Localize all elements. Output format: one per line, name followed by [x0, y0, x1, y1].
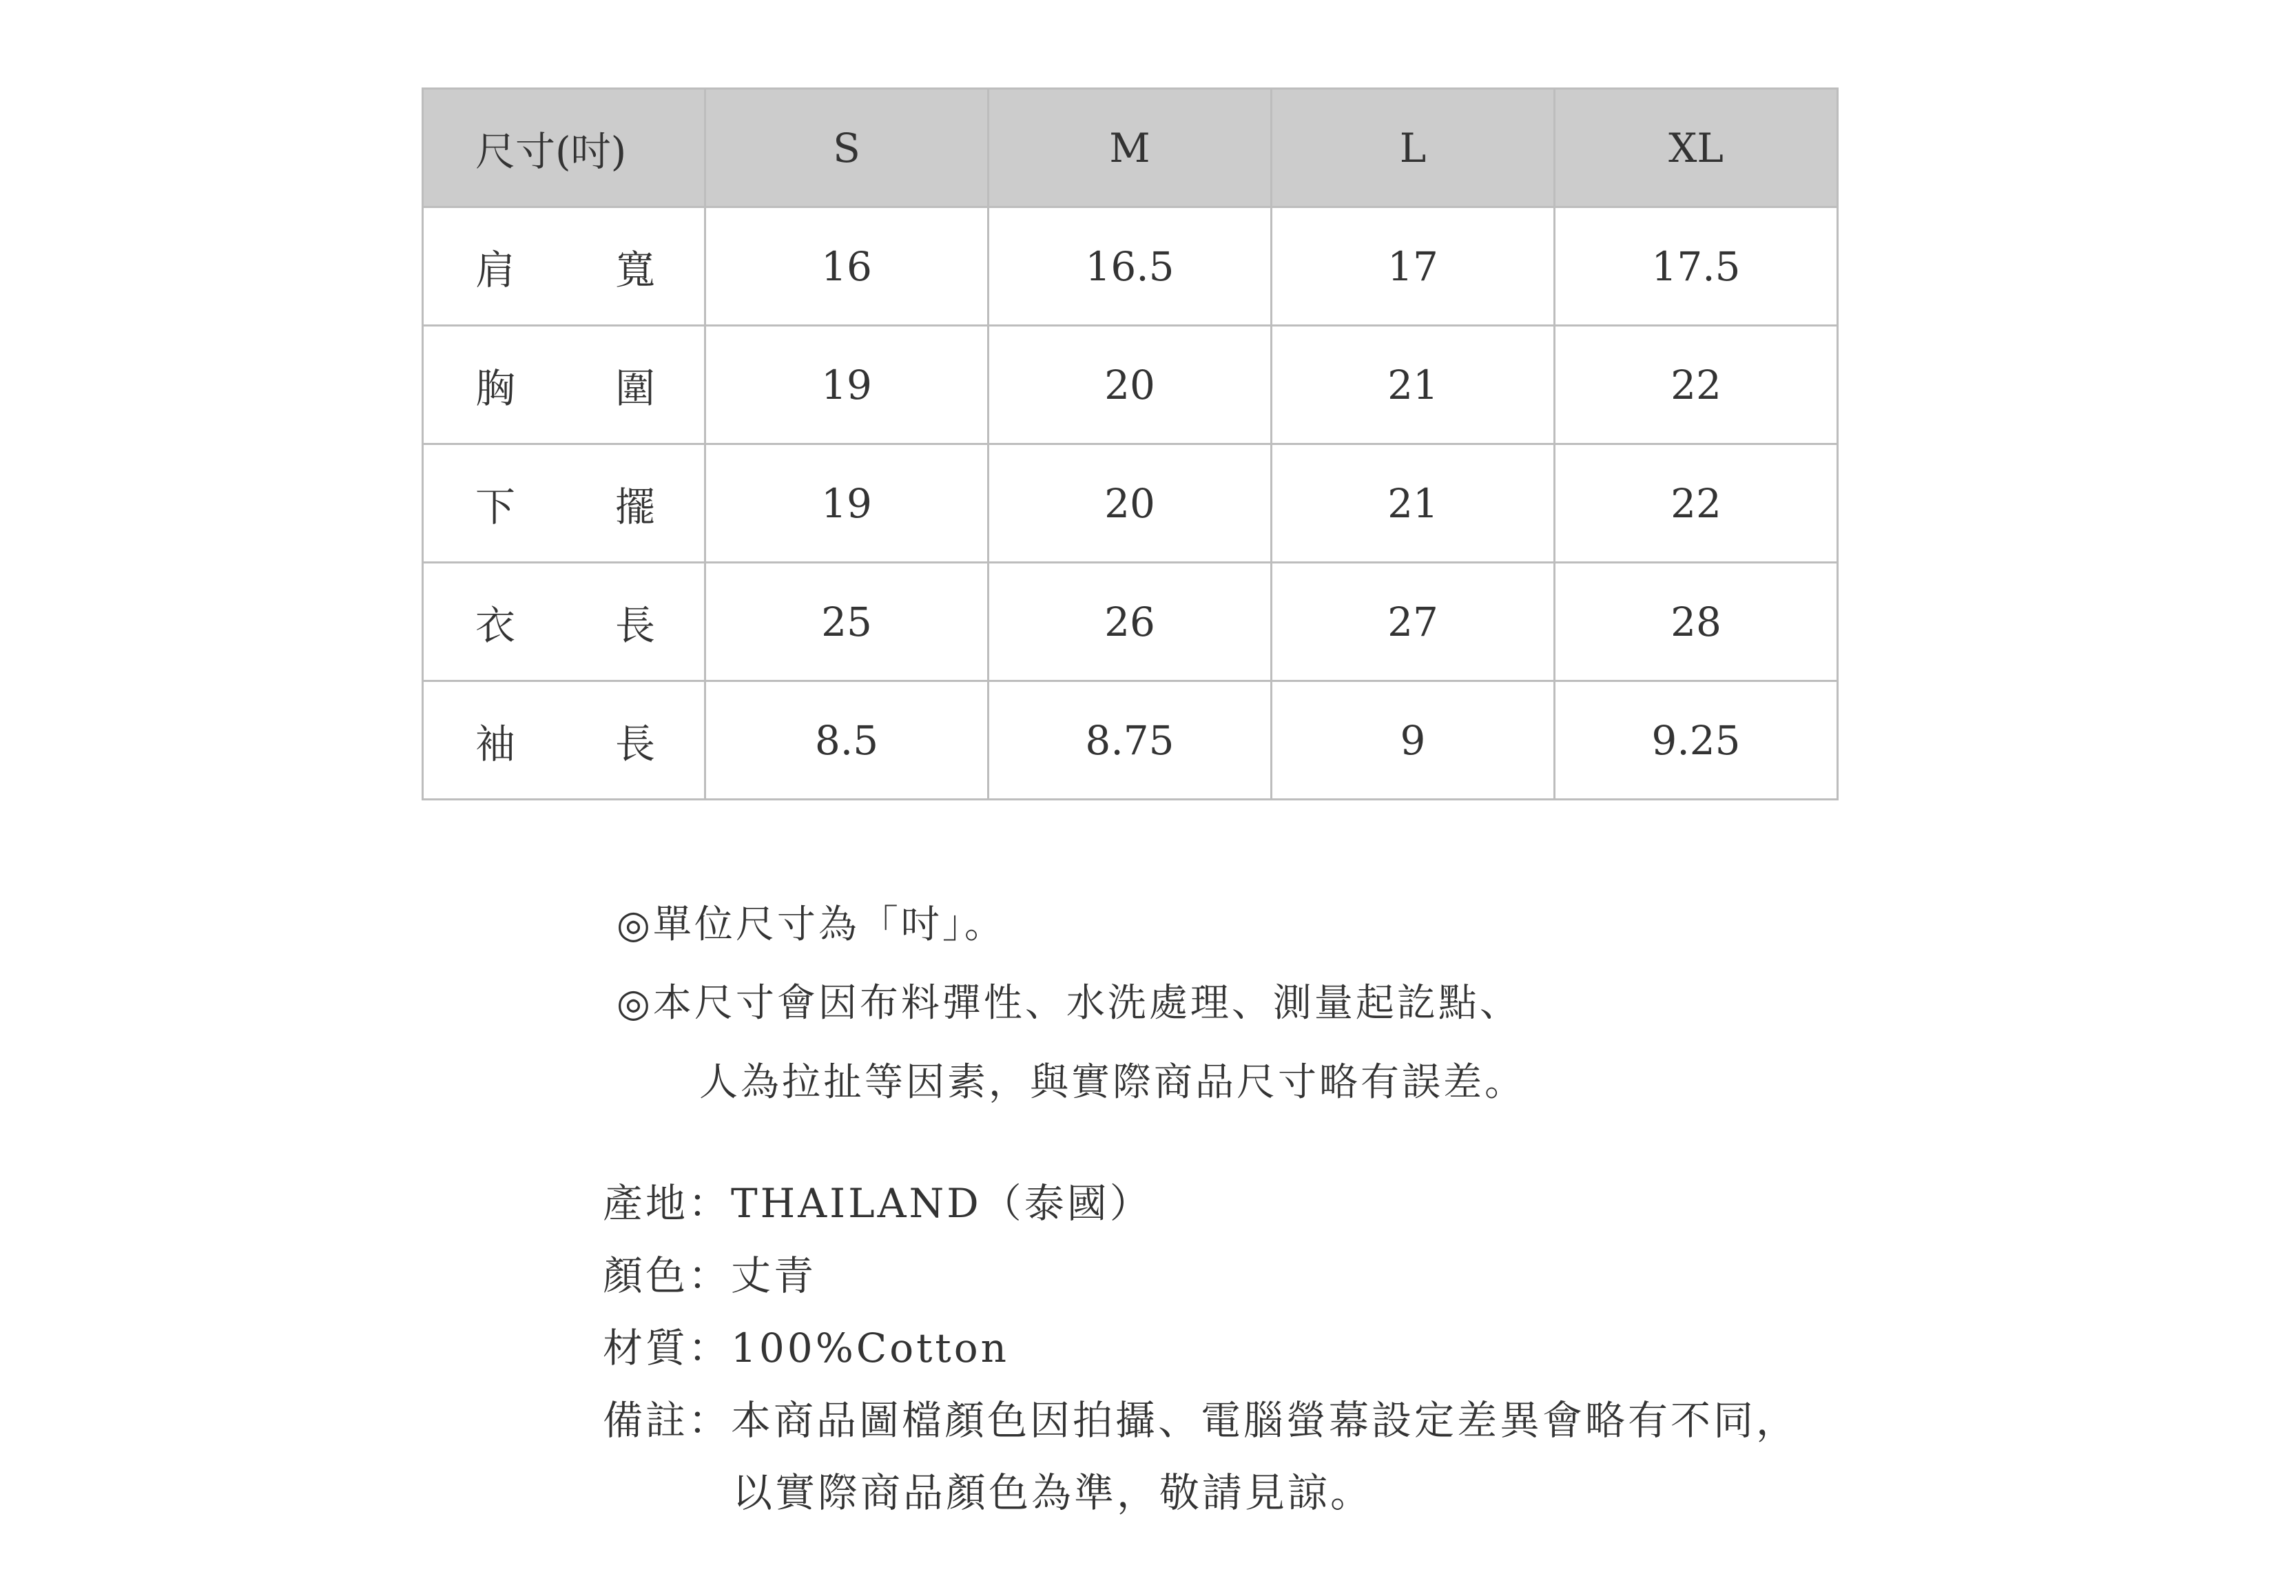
table-cell: 17	[1272, 207, 1555, 326]
row-label-char-b: 寬	[615, 246, 656, 293]
info-material: 材質：100%Cotton	[603, 1325, 1010, 1371]
table-cell: 8.5	[705, 681, 989, 800]
table-cell: 16.5	[989, 207, 1272, 326]
table-row	[423, 207, 1838, 326]
header-size-m: M	[989, 89, 1272, 207]
table-cell: 21	[1272, 444, 1555, 563]
note-variance: ◎本尺寸會因布料彈性、水洗處理、測量起訖點、	[617, 981, 1521, 1026]
table-cell: 22	[1555, 444, 1838, 563]
table-cell: 20	[989, 326, 1272, 444]
table-cell: 8.75	[989, 681, 1272, 800]
header-size-xl: XL	[1555, 89, 1838, 207]
row-label-char-a: 衣	[475, 601, 516, 649]
header-size-s: S	[705, 89, 989, 207]
table-cell: 26	[989, 563, 1272, 681]
table-row	[423, 326, 1838, 444]
row-label	[423, 444, 705, 563]
row-label-char-b: 長	[615, 601, 656, 649]
header-size-label: 尺寸(吋)	[423, 89, 705, 207]
info-origin: 產地：THAILAND（泰國）	[603, 1180, 1152, 1227]
info-color: 顏色：丈青	[603, 1252, 817, 1299]
table-cell: 27	[1272, 563, 1555, 681]
row-label-char-a: 胸	[475, 364, 516, 412]
table-cell: 9	[1272, 681, 1555, 800]
info-remark: 備註：本商品圖檔顏色因拍攝、電腦螢幕設定差異會略有不同，	[603, 1397, 1799, 1444]
info-remark-continued: 以實際商品顏色為準，敬請見諒。	[732, 1469, 1374, 1516]
note-variance-continued: 人為拉扯等因素，與實際商品尺寸略有誤差。	[699, 1060, 1526, 1105]
table-row	[423, 681, 1838, 800]
note-unit: ◎單位尺寸為「吋」。	[617, 902, 1006, 947]
table-cell: 21	[1272, 326, 1555, 444]
table-cell: 17.5	[1555, 207, 1838, 326]
table-cell: 19	[705, 326, 989, 444]
row-label-char-b: 擺	[615, 483, 656, 530]
table-row	[423, 563, 1838, 681]
row-label	[423, 563, 705, 681]
row-label	[423, 681, 705, 800]
row-label	[423, 207, 705, 326]
table-cell: 20	[989, 444, 1272, 563]
table-cell: 25	[705, 563, 989, 681]
table-cell: 19	[705, 444, 989, 563]
table-row	[423, 444, 1838, 563]
row-label-char-a: 下	[475, 483, 516, 530]
row-label-char-a: 袖	[475, 720, 516, 767]
row-label-char-b: 圍	[615, 364, 656, 412]
row-label-char-b: 長	[615, 720, 656, 767]
table-cell: 9.25	[1555, 681, 1838, 800]
header-size-l: L	[1272, 89, 1555, 207]
row-label	[423, 326, 705, 444]
table-header-row	[423, 89, 1838, 207]
row-label-char-a: 肩	[475, 246, 516, 293]
table-cell: 16	[705, 207, 989, 326]
table-cell: 22	[1555, 326, 1838, 444]
table-cell: 28	[1555, 563, 1838, 681]
size-chart-table	[422, 87, 1839, 800]
